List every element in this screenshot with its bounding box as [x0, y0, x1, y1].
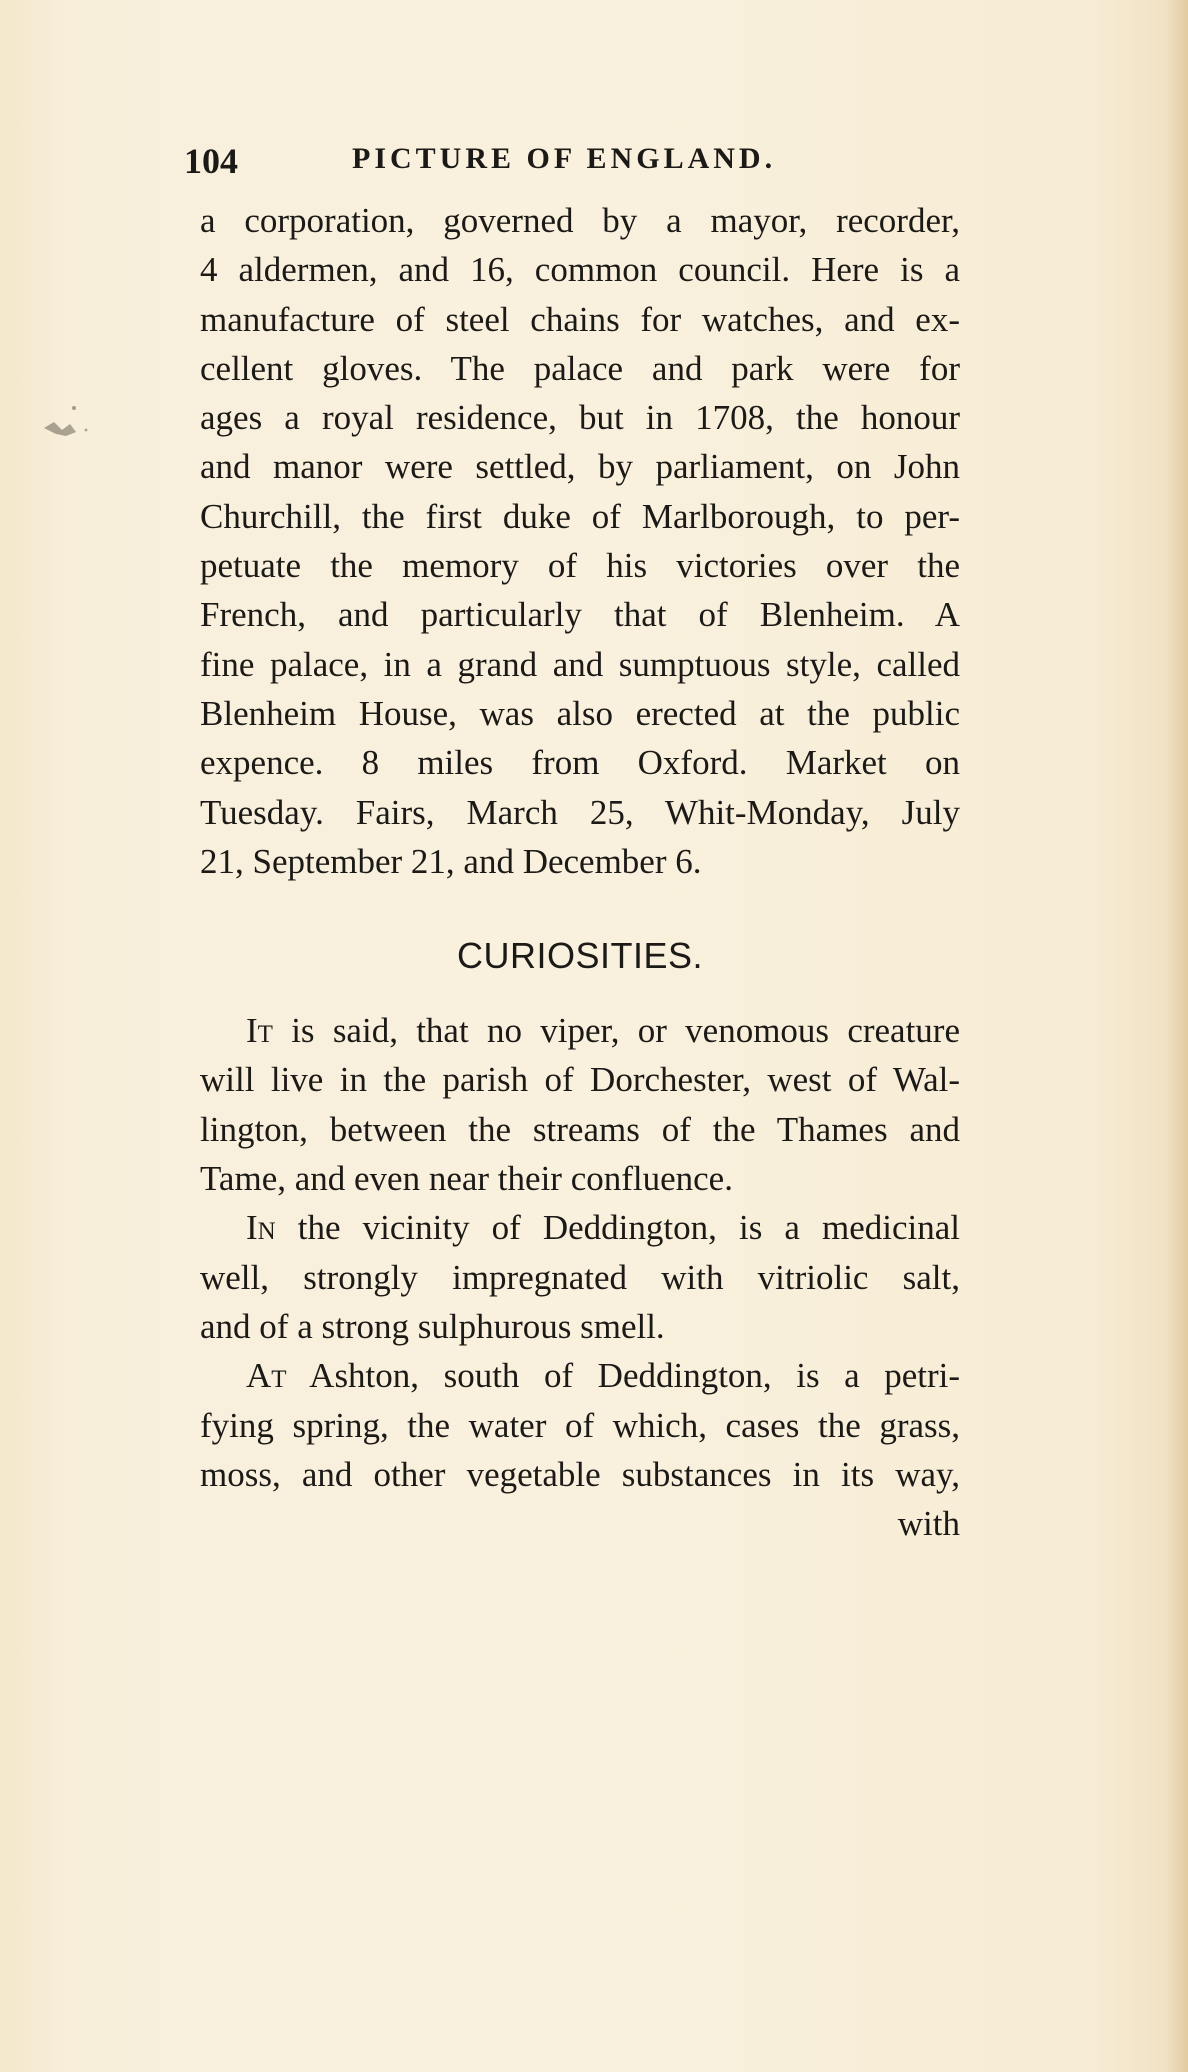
text-line: Churchill, the first duke of Marlborough, to per- [200, 496, 960, 536]
section-heading: CURIOSITIES. [456, 935, 704, 977]
text-line: French, and particularly that of Blenheim. A [200, 595, 960, 635]
text-line: petuate the memory of his victories over the [200, 546, 960, 586]
running-head [184, 140, 964, 180]
small-caps-lead: It [246, 1011, 273, 1051]
text-line: and manor were settled, by parliament, on John [200, 447, 960, 487]
text-line: moss, and other vegetable substances in its way, [200, 1454, 960, 1494]
page-number: 104 [184, 141, 238, 181]
text-line: well, strongly impregnated with vitriolic salt, [200, 1257, 960, 1297]
text-line: and of a strong sulphurous smell. [200, 1306, 665, 1346]
paragraph-first-line [200, 1351, 960, 1400]
text-line: cellent gloves. The palace and park were for [200, 348, 960, 388]
text-line: a corporation, governed by a mayor, recorder, [200, 201, 960, 240]
text-line: 21, September 21, and December 6. [200, 841, 702, 881]
first-line-text: is said, that no viper, or venomous creature [272, 1011, 960, 1051]
text-line: expence. 8 miles from Oxford. Market on [200, 743, 960, 783]
text-line: fying spring, the water of which, cases the grass, [200, 1405, 960, 1445]
first-line-text: the vicinity of Deddington, is a medicinal [275, 1208, 960, 1248]
ink-stain [36, 400, 96, 450]
page-edge-shadow [1166, 0, 1188, 2072]
running-title: PICTURE OF ENGLAND. [352, 142, 777, 175]
first-line-text: Ashton, south of Deddington, is a petri- [286, 1356, 960, 1396]
text-line: manufacture of steel chains for watches, and ex- [200, 299, 960, 339]
text-line: 4 aldermen, and 16, common council. Here is a [200, 250, 960, 290]
paragraph-first-line [200, 1006, 960, 1055]
small-caps-lead: In [246, 1208, 276, 1248]
paragraph-first-line [200, 1203, 960, 1252]
text-line: Blenheim House, was also erected at the public [200, 693, 960, 733]
text-line: will live in the parish of Dorchester, west of Wal- [200, 1060, 960, 1100]
text-line: Tame, and even near their confluence. [200, 1159, 733, 1199]
text-line: fine palace, in a grand and sumptuous style, called [200, 644, 960, 684]
body-text [200, 196, 960, 1548]
catchword: with [897, 1504, 960, 1544]
text-line: ages a royal residence, but in 1708, the honour [200, 398, 960, 438]
small-caps-lead: At [246, 1356, 287, 1396]
text-line: lington, between the streams of the Thames and [200, 1109, 960, 1149]
text-line: Tuesday. Fairs, March 25, Whit-Monday, July [200, 792, 960, 832]
